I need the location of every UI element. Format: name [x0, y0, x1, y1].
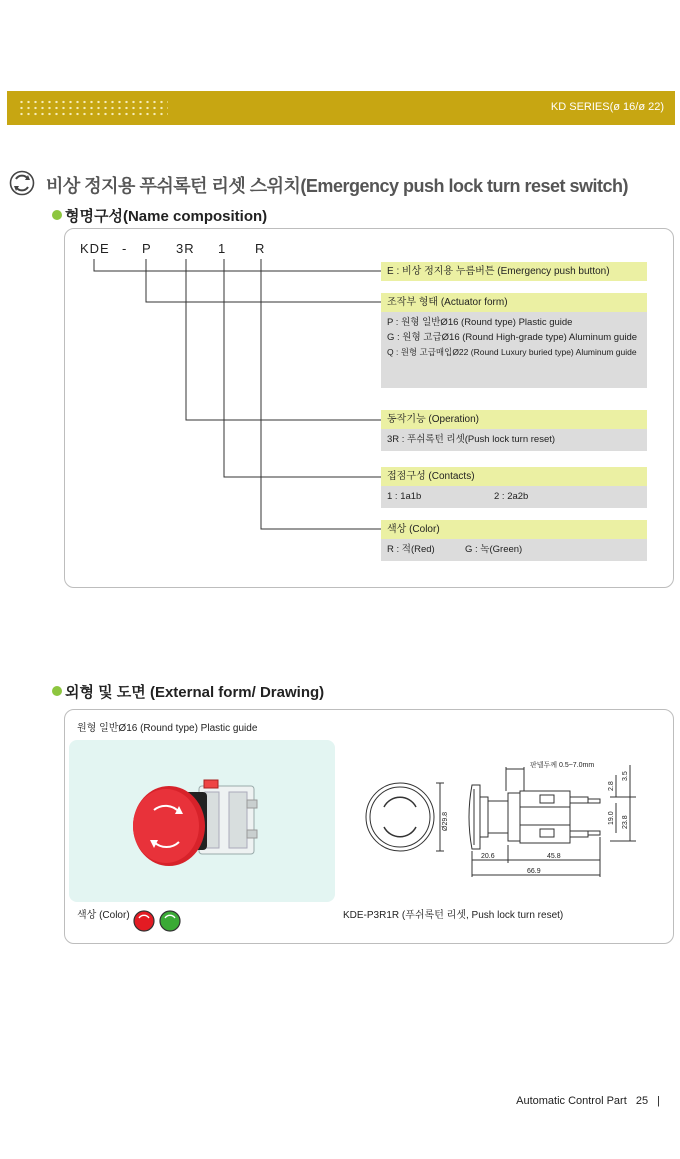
actuator-option-q: Q : 원형 고급매입Ø22 (Round Luxury buried type) Aluminum guide [387, 347, 637, 357]
dimension-drawing [340, 745, 660, 895]
code-contacts: 1 [218, 241, 227, 256]
dim-h4: 23.8 [622, 815, 629, 829]
footer [516, 1095, 660, 1107]
color-label: 색상 (Color) [77, 910, 130, 921]
contacts-option-2: 2 : 2a2b [494, 491, 529, 502]
color-option-green: G : 녹(Green) [465, 544, 523, 555]
front-view [366, 783, 444, 851]
section-color-body [381, 539, 647, 561]
dim-total: 66.9 [527, 868, 541, 875]
series-label: KD SERIES(ø 16/ø 22) [550, 101, 664, 113]
product-photo [69, 740, 335, 902]
operation-option-3r: 3R : 푸쉬록턴 리셋(Push lock turn reset) [387, 434, 556, 445]
code-color: R [255, 241, 266, 256]
dim-b: 45.8 [547, 853, 561, 860]
color-swatches [133, 909, 185, 933]
dim-panel-thickness: 판넬두께 0.5~7.0mm [530, 762, 595, 769]
footer-text: Automatic Control Part [516, 1095, 627, 1107]
color-option-red: R : 적(Red) [387, 544, 435, 555]
section-color-header: 색상 (Color) [381, 520, 647, 539]
color-swatch-green [160, 911, 180, 931]
external-form-heading-text: 외형 및 도면 (External form/ Drawing) [65, 684, 325, 701]
actuator-option-p: P : 원형 일반Ø16 (Round type) Plastic guide [387, 317, 573, 328]
code-series: KDE [80, 241, 110, 256]
external-form-heading [52, 681, 324, 702]
section-operation-header: 동작기능 (Operation) [381, 410, 647, 429]
contacts-option-1: 1 : 1a1b [387, 491, 422, 502]
code-actuator: P [142, 241, 152, 256]
dim-h3: 19.0 [608, 811, 615, 825]
section-actuator-body [381, 312, 647, 388]
section-operation-body [381, 429, 647, 451]
code-operation: 3R [176, 241, 195, 256]
dim-h2: 3.5 [622, 771, 629, 781]
color-swatch-red [134, 911, 154, 931]
dim-face-diameter: Ø29.8 [442, 811, 449, 831]
name-composition-heading-text: 형명구성(Name composition) [65, 208, 268, 225]
section-actuator-header: 조작부 형태 (Actuator form) [381, 293, 647, 312]
emergency-button-illustration [69, 740, 335, 902]
section-contacts-header: 접점구성 (Contacts) [381, 467, 647, 486]
actuator-option-g: G : 원형 고급Ø16 (Round High-grade type) Aluminum guide [387, 332, 638, 343]
section-contacts-body [381, 486, 647, 508]
bullet-icon [52, 686, 62, 696]
code-dash: - [122, 241, 128, 256]
dim-a: 20.6 [481, 853, 495, 860]
drawing-caption: KDE-P3R1R (푸쉬록턴 리셋, Push lock turn reset) [343, 910, 564, 921]
photo-caption: 원형 일반Ø16 (Round type) Plastic guide [77, 723, 258, 734]
page-title: 비상 정지용 푸쉬록턴 리셋 스위치(Emergency push lock turn reset switch) [46, 176, 629, 196]
page-number: 25 [635, 1095, 649, 1107]
dim-h1: 2.8 [608, 781, 615, 791]
section-series-header: E : 비상 정지용 누름버튼 (Emergency push button) [381, 262, 647, 281]
footer-rule: | [657, 1095, 660, 1107]
